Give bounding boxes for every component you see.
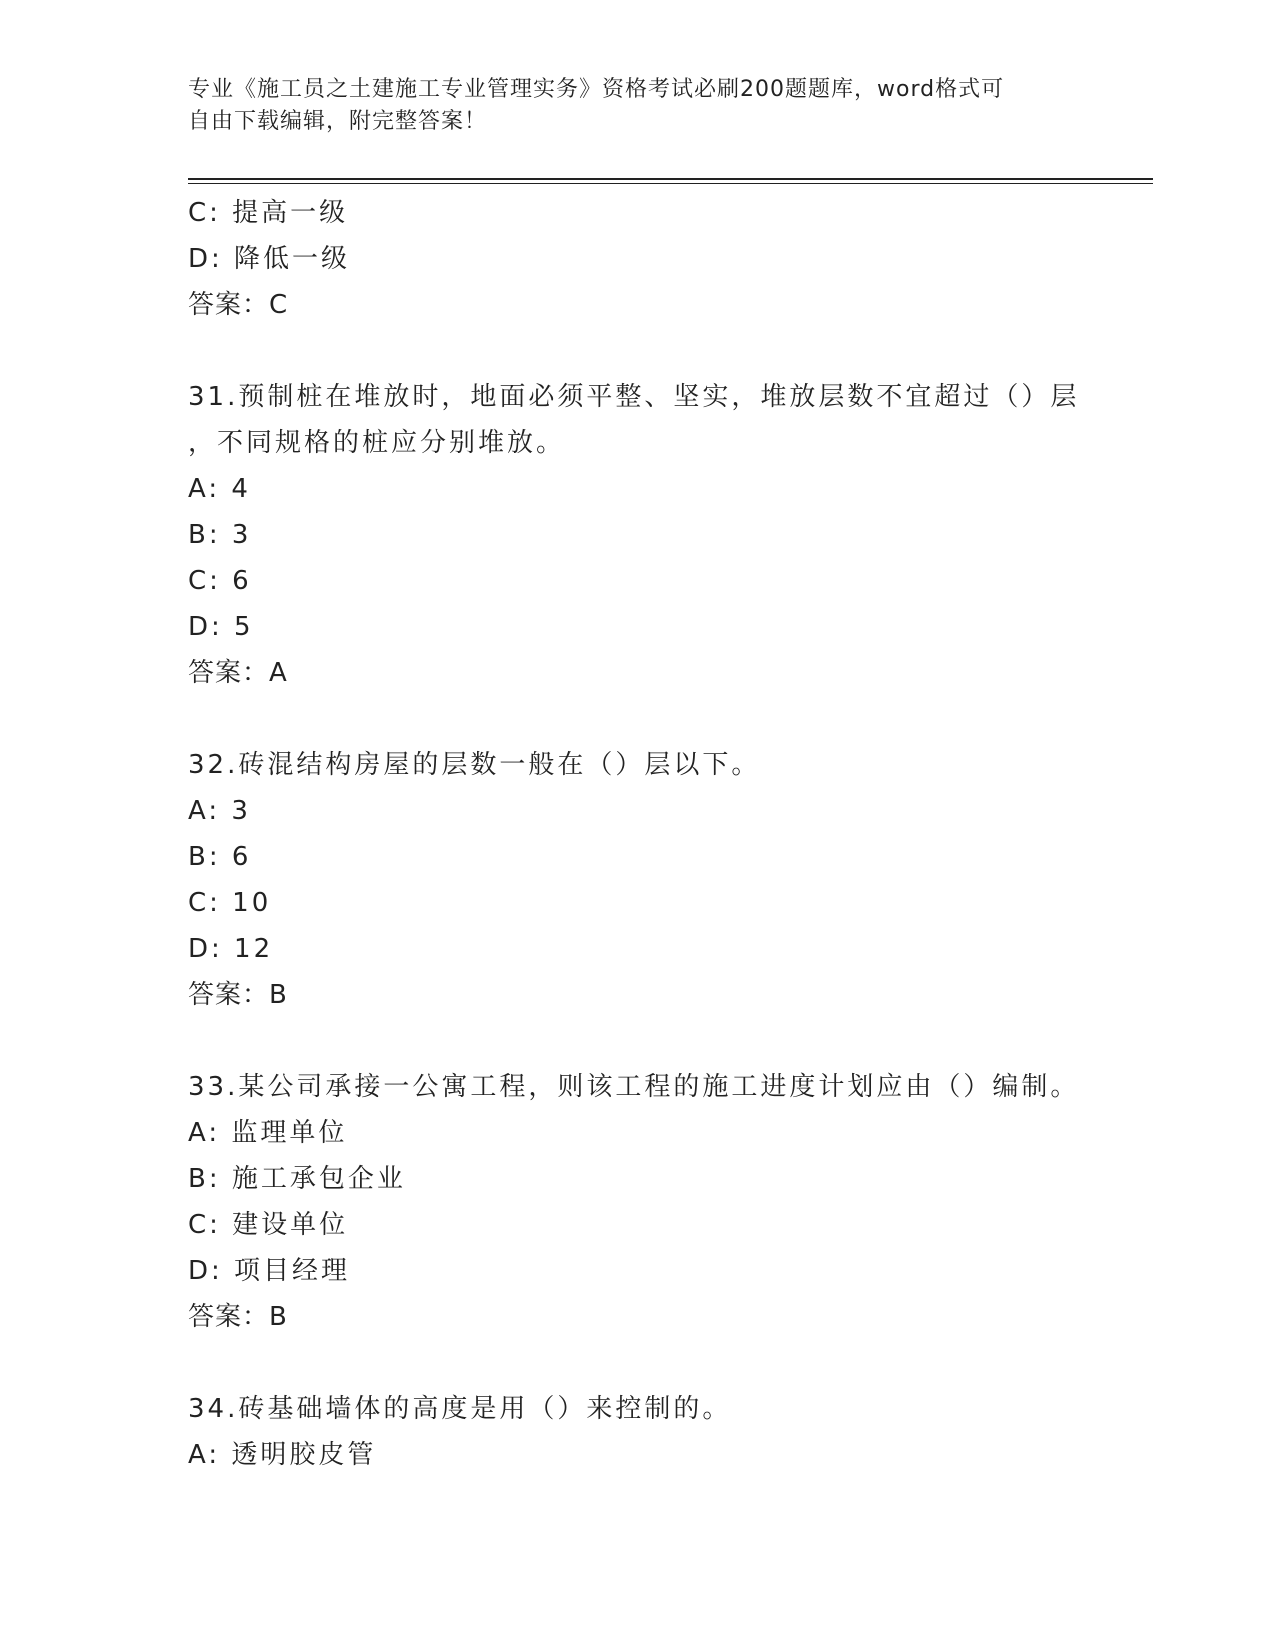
question-text-line-2: ，不同规格的桩应分别堆放。 [188,428,566,458]
document-header [188,74,1088,138]
spacer [188,1018,1118,1064]
answer-line: 答案：B [188,1302,288,1332]
answer-line: 答案：A [188,658,288,688]
question-text [188,1386,1088,1432]
question-text [188,1064,1088,1110]
answer-line: 答案：C [188,290,289,320]
question-34 [188,1386,1118,1478]
question-text-line-1: 34.砖基础墙体的高度是用（）来控制的。 [188,1394,732,1424]
option-b: B: 6 [188,842,252,872]
question-32 [188,742,1118,1018]
option-a: A: 4 [188,474,251,504]
question-text-line-1: 32.砖混结构房屋的层数一般在（）层以下。 [188,750,761,780]
option-a: A: 3 [188,796,251,826]
answer-line: 答案：B [188,980,288,1010]
question-text-line-1: 31.预制桩在堆放时，地面必须平整、坚实，堆放层数不宜超过（）层 [188,382,1080,412]
option-d: D: 5 [188,612,254,642]
option-a: A: 监理单位 [188,1118,348,1148]
spacer [188,328,1118,374]
option-b: B: 3 [188,520,252,550]
question-text-line-1: 33.某公司承接一公寓工程，则该工程的施工进度计划应由（）编制。 [188,1072,1080,1102]
option-c: C: 提高一级 [188,198,349,228]
option-d: D: 项目经理 [188,1256,351,1286]
question-list [188,190,1118,1478]
option-d: D: 降低一级 [188,244,351,274]
question-31 [188,374,1118,696]
option-a: A: 透明胶皮管 [188,1440,377,1470]
option-b: B: 施工承包企业 [188,1164,406,1194]
option-d: D: 12 [188,934,274,964]
spacer [188,1340,1118,1386]
header-rule-thin [188,183,1153,184]
header-line-2: 自由下载编辑，附完整答案！ [188,109,488,134]
spacer [188,696,1118,742]
option-c: C: 10 [188,888,272,918]
option-c: C: 6 [188,566,252,596]
question-33 [188,1064,1118,1340]
option-c: C: 建设单位 [188,1210,349,1240]
question-text [188,374,1088,466]
header-rule-thick [188,178,1153,180]
question-text [188,742,1088,788]
question-30-continued [188,190,1118,328]
header-line-1: 专业《施工员之土建施工专业管理实务》资格考试必刷200题题库，word格式可 [188,77,1005,102]
